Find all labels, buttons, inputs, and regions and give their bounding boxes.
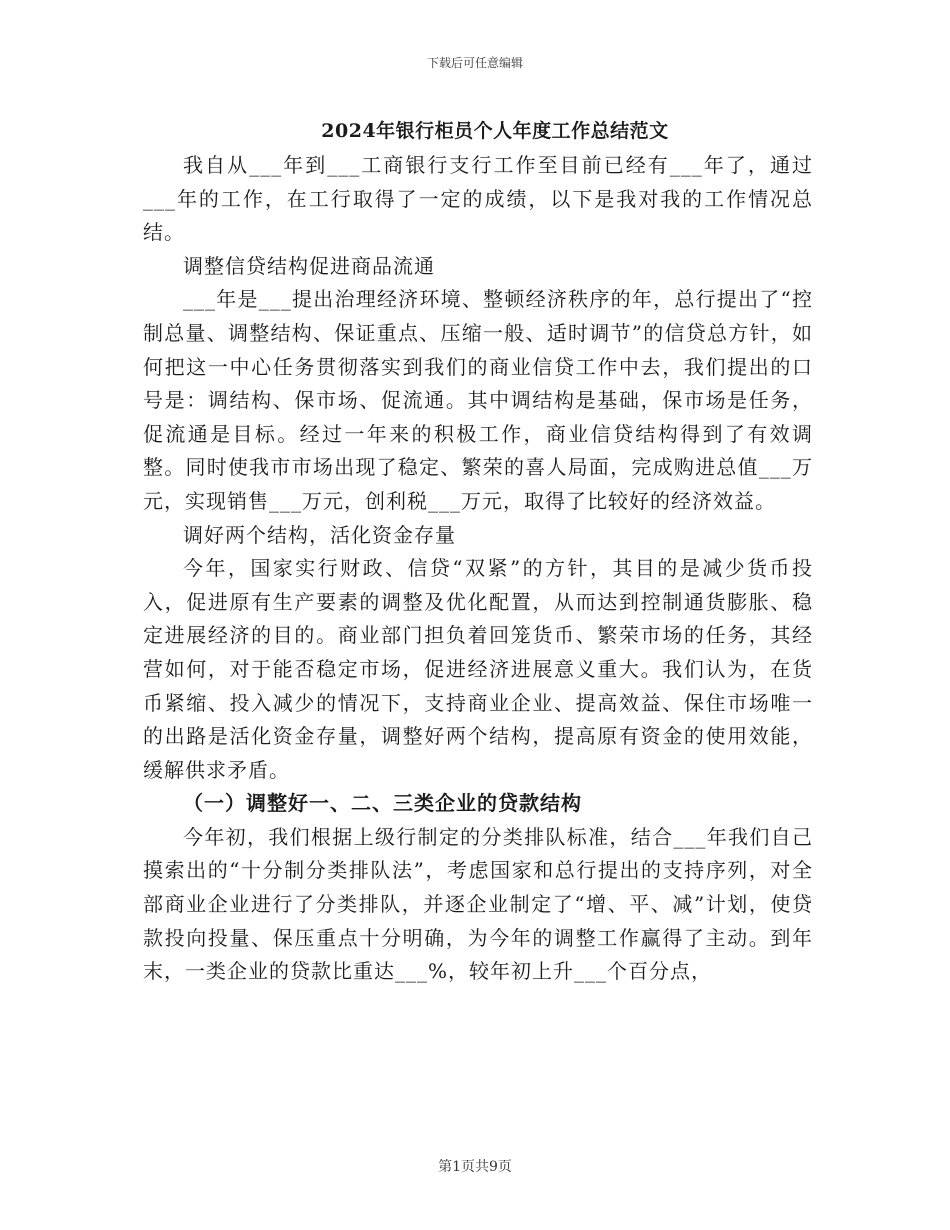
intro-paragraph: 我自从___年到___工商银行支行工作至目前已经有___年了，通过___年的工作，在工行取得了一定的成绩，以下是我对我的工作情况总结。	[143, 153, 813, 245]
section-heading-credit-structure: 调整信贷结构促进商品流通	[183, 253, 435, 278]
two-structures-paragraph: 今年，国家实行财政、信贷“双紧”的方针，其目的是减少货币投入，促进原有生产要素的调整及优化配置，从而达到控制通货膨胀、稳定进展经济的目的。商业部门担负着回笼货币、繁荣市场的任务，其经营如何，对于能否稳定市场，促进经济进展意义重大。我们认为，在货币紧缩、投入减少的情况下，支持商业企业、提高效益、保住市场唯一的出路是活化资金存量，调整好两个结构，提高原有资金的使用效能，缓解供求矛盾。	[143, 556, 813, 782]
page-number: 第1页共9页	[438, 1159, 512, 1175]
document-title: 2024年银行柜员个人年度工作总结范文	[321, 120, 669, 142]
credit-structure-paragraph: ___年是___提出治理经济环境、整顿经济秩序的年，总行提出了“控制总量、调整结构、保证重点、压缩一般、适时调节”的信贷总方针，如何把这一中心任务贯彻落实到我们的商业信贷工作中去，我们提出的口号是：调结构、保市场、促流通。其中调结构是基础，保市场是任务，促流通是目标。经过一年来的积极工作，商业信贷结构得到了有效调整。同时使我市市场出现了稳定、繁荣的喜人局面，完成购进总值___万元，实现销售___万元，创利税___万元，取得了比较好的经济效益。	[143, 287, 813, 513]
loan-structure-paragraph: 今年初，我们根据上级行制定的分类排队标准，结合___年我们自己摸索出的“十分制分类排队法”，考虑国家和总行提出的支持序列，对全部商业企业进行了分类排队，并逐企业制定了“增、平、减”计划，使贷款投向投量、保压重点十分明确，为今年的调整工作赢得了主动。到年末，一类企业的贷款比重达___%，较年初上升___个百分点，	[143, 824, 813, 984]
section-heading-two-structures: 调好两个结构，活化资金存量	[183, 522, 456, 547]
page-header-note: 下载后可任意编辑	[426, 56, 523, 70]
document-body	[143, 149, 813, 989]
subsection-heading-loan-structure: （一）调整好一、二、三类企业的贷款结构	[183, 791, 582, 816]
